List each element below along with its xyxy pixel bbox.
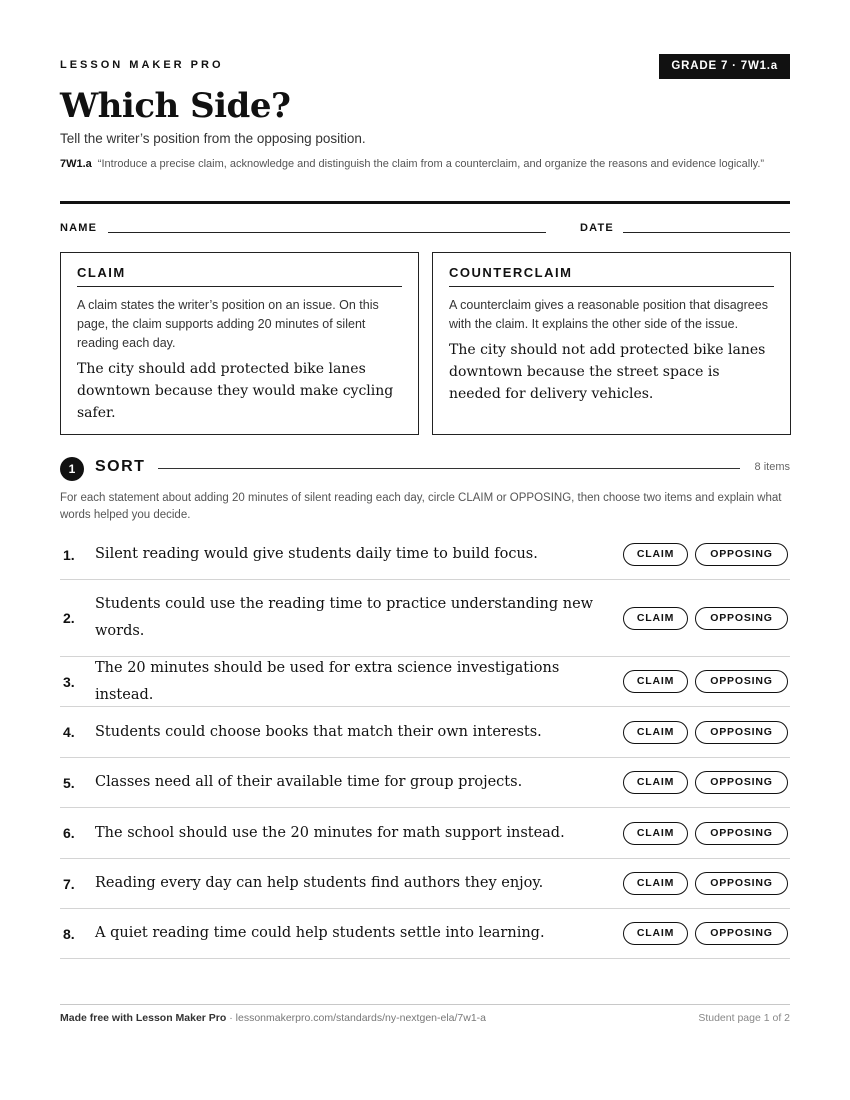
item-count: 8 items (754, 461, 790, 473)
name-line[interactable] (108, 232, 546, 233)
list-item (60, 707, 790, 758)
claim-description: A claim states the writer’s position on an issue. On this page, the claim supports adding 20 minutes of silent reading each day. (77, 298, 379, 350)
section-title: SORT (95, 458, 146, 475)
item-text: A quiet reading time could help students settle into learning. (95, 925, 545, 941)
item-text: The 20 minutes should be used for extra science investigations instead. (95, 659, 560, 703)
opposing-choice[interactable]: OPPOSING (695, 771, 788, 794)
footer-divider (60, 1004, 790, 1005)
item-number: 3. (63, 673, 75, 690)
item-number: 4. (63, 724, 75, 740)
counterclaim-box (432, 252, 791, 435)
claim-choice[interactable]: CLAIM (623, 721, 688, 744)
page-subtitle: Tell the writer’s position from the opposing position. (60, 131, 366, 146)
choice-group (623, 607, 788, 630)
choice-group (623, 721, 788, 744)
item-number: 5. (63, 774, 75, 791)
name-label: NAME (60, 222, 98, 234)
item-number: 8. (63, 925, 75, 942)
brand-name: LESSON MAKER PRO (60, 59, 224, 71)
claim-choice[interactable]: CLAIM (623, 543, 688, 566)
item-number: 2. (63, 610, 75, 626)
date-line[interactable] (623, 232, 790, 233)
page-number: Student page 1 of 2 (698, 1012, 790, 1024)
claim-example: The city should add protected bike lanes downtown because they would make cycling safer. (77, 361, 394, 421)
list-item (60, 580, 790, 657)
footer-credit (60, 1012, 486, 1024)
opposing-choice[interactable]: OPPOSING (695, 607, 788, 630)
list-item (60, 909, 790, 959)
footer-url[interactable]: · lessonmakerpro.com/standards/ny-nextgen-ela/7w1-a (226, 1012, 487, 1024)
claim-choice[interactable]: CLAIM (623, 670, 688, 693)
list-item (60, 530, 790, 580)
item-list (60, 530, 790, 959)
list-item (60, 859, 790, 909)
page-title: Which Side? (60, 86, 291, 126)
item-text: Classes need all of their available time for group projects. (95, 774, 523, 790)
list-item (60, 758, 790, 808)
item-number: 1. (63, 546, 75, 563)
opposing-choice[interactable]: OPPOSING (695, 543, 788, 566)
opposing-choice[interactable]: OPPOSING (695, 721, 788, 744)
claim-box (60, 252, 419, 435)
list-item (60, 657, 790, 707)
counterclaim-description: A counterclaim gives a reasonable position that disagrees with the claim. It explains the other side of the issue. (449, 298, 768, 331)
section-number: 1 (60, 457, 84, 481)
opposing-choice[interactable]: OPPOSING (695, 670, 788, 693)
opposing-choice[interactable]: OPPOSING (695, 822, 788, 845)
footer-made-with: Made free with Lesson Maker Pro (60, 1012, 227, 1024)
choice-group (623, 670, 788, 693)
claim-choice[interactable]: CLAIM (623, 771, 688, 794)
standard-description (60, 156, 792, 173)
header-divider (60, 201, 790, 204)
item-text: The school should use the 20 minutes for math support instead. (95, 824, 565, 841)
standard-code: 7W1.a (60, 158, 92, 170)
claim-heading: CLAIM (77, 265, 402, 287)
list-item (60, 808, 790, 859)
choice-group (623, 543, 788, 566)
section-divider (158, 468, 740, 469)
standard-text: “Introduce a precise claim, acknowledge and distinguish the claim from a counterclaim, and organize the reasons and evidence logically.” (97, 158, 765, 170)
opposing-choice[interactable]: OPPOSING (695, 872, 788, 895)
choice-group (623, 872, 788, 895)
claim-choice[interactable]: CLAIM (623, 922, 688, 945)
item-text: Students could use the reading time to practice understanding new words. (95, 596, 594, 639)
item-text: Students could choose books that match their own interests. (95, 723, 542, 740)
claim-choice[interactable]: CLAIM (623, 822, 688, 845)
grade-badge: GRADE 7 · 7W1.a (659, 54, 790, 79)
item-text: Silent reading would give students daily time to build focus. (95, 546, 538, 562)
counterclaim-example: The city should not add protected bike lanes downtown because the street space is needed for delivery vehicles. (449, 342, 766, 402)
opposing-choice[interactable]: OPPOSING (695, 922, 788, 945)
claim-choice[interactable]: CLAIM (623, 872, 688, 895)
choice-group (623, 771, 788, 794)
date-label: DATE (580, 222, 614, 234)
section-instructions: For each statement about adding 20 minutes of silent reading each day, circle CLAIM or OPPOSING, then choose two items and explain what words helped you decide. (60, 492, 782, 521)
claim-choice[interactable]: CLAIM (623, 607, 688, 630)
counterclaim-heading: COUNTERCLAIM (449, 265, 774, 287)
item-text: Reading every day can help students find authors they enjoy. (95, 875, 544, 891)
item-number: 6. (63, 825, 75, 841)
item-number: 7. (63, 875, 75, 892)
choice-group (623, 822, 788, 845)
choice-group (623, 922, 788, 945)
